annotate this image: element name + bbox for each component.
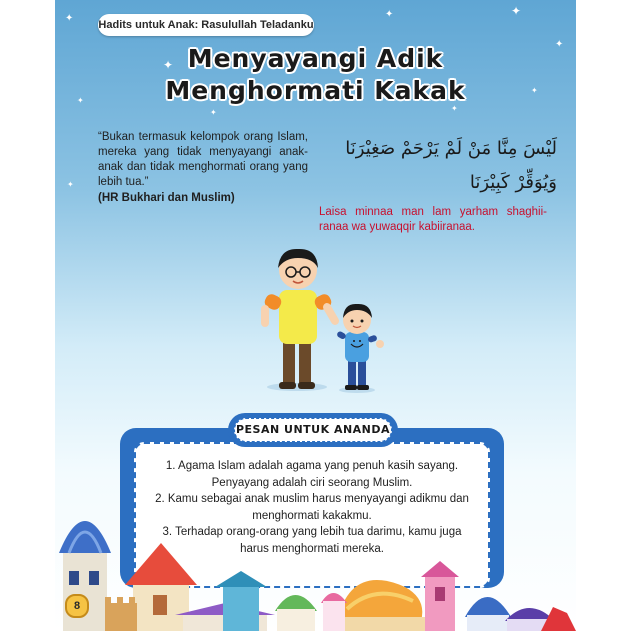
star-icon: ✦	[77, 96, 84, 105]
arabic-line1: لَيْسَ مِنَّا مَنْ لَمْ يَرْحَمْ صَغِيْرَنَا	[345, 138, 557, 159]
hadith-arabic	[317, 132, 557, 200]
hadith-source: (HR Bukhari dan Muslim)	[98, 192, 235, 204]
hadith-translation: “Bukan termasuk kelompok orang Islam, mereka yang tidak menyayangi anak-anak dan tidak menghormati orang yang lebih tua.”	[98, 131, 308, 188]
list-item-line: menghormati kakakmu.	[252, 509, 372, 522]
list-item	[146, 458, 478, 491]
page-title-line1: Menyayangi Adik	[187, 44, 444, 73]
star-icon: ✦	[531, 86, 538, 95]
series-title-tag: Hadits untuk Anak: Rasulullah Teladanku	[98, 14, 314, 36]
list-item-line: Penyayang adalah ciri seorang Muslim.	[211, 476, 413, 489]
star-icon: ✦	[555, 39, 564, 50]
message-heading: PESAN UNTUK ANANDA	[234, 418, 392, 442]
hadith-transliteration: Laisa minnaa man lam yarham shaghii-ranaa wa yuwaqqir kabiiranaa.	[319, 206, 547, 233]
book-page	[55, 0, 576, 631]
father-son-illustration	[245, 240, 395, 400]
star-icon: ✦	[210, 108, 217, 117]
page-number: 8	[65, 594, 89, 618]
list-item-line: harus menghormati mereka.	[240, 542, 384, 555]
star-icon: ✦	[163, 58, 174, 72]
ribbon-banner	[228, 413, 398, 447]
domes-city-illustration	[55, 491, 576, 631]
page-title-line2: Menghormati Kakak	[165, 76, 466, 105]
star-icon: ✦	[67, 180, 74, 189]
star-icon: ✦	[451, 104, 458, 113]
star-icon: ✦	[385, 9, 394, 20]
star-icon: ✦	[511, 4, 522, 18]
arabic-line2: وَيُوَقِّرْ كَبِيْرَنَا	[469, 172, 557, 193]
list-item-line: 3. Terhadap orang-orang yang lebih tua darimu, kamu juga	[162, 526, 462, 538]
list-item-line: 2. Kamu sebagai anak muslim harus menyayangi adikmu dan	[155, 493, 469, 505]
star-icon: ✦	[65, 13, 74, 24]
list-item-line: 1. Agama Islam adalah agama yang penuh kasih sayang.	[165, 460, 459, 472]
